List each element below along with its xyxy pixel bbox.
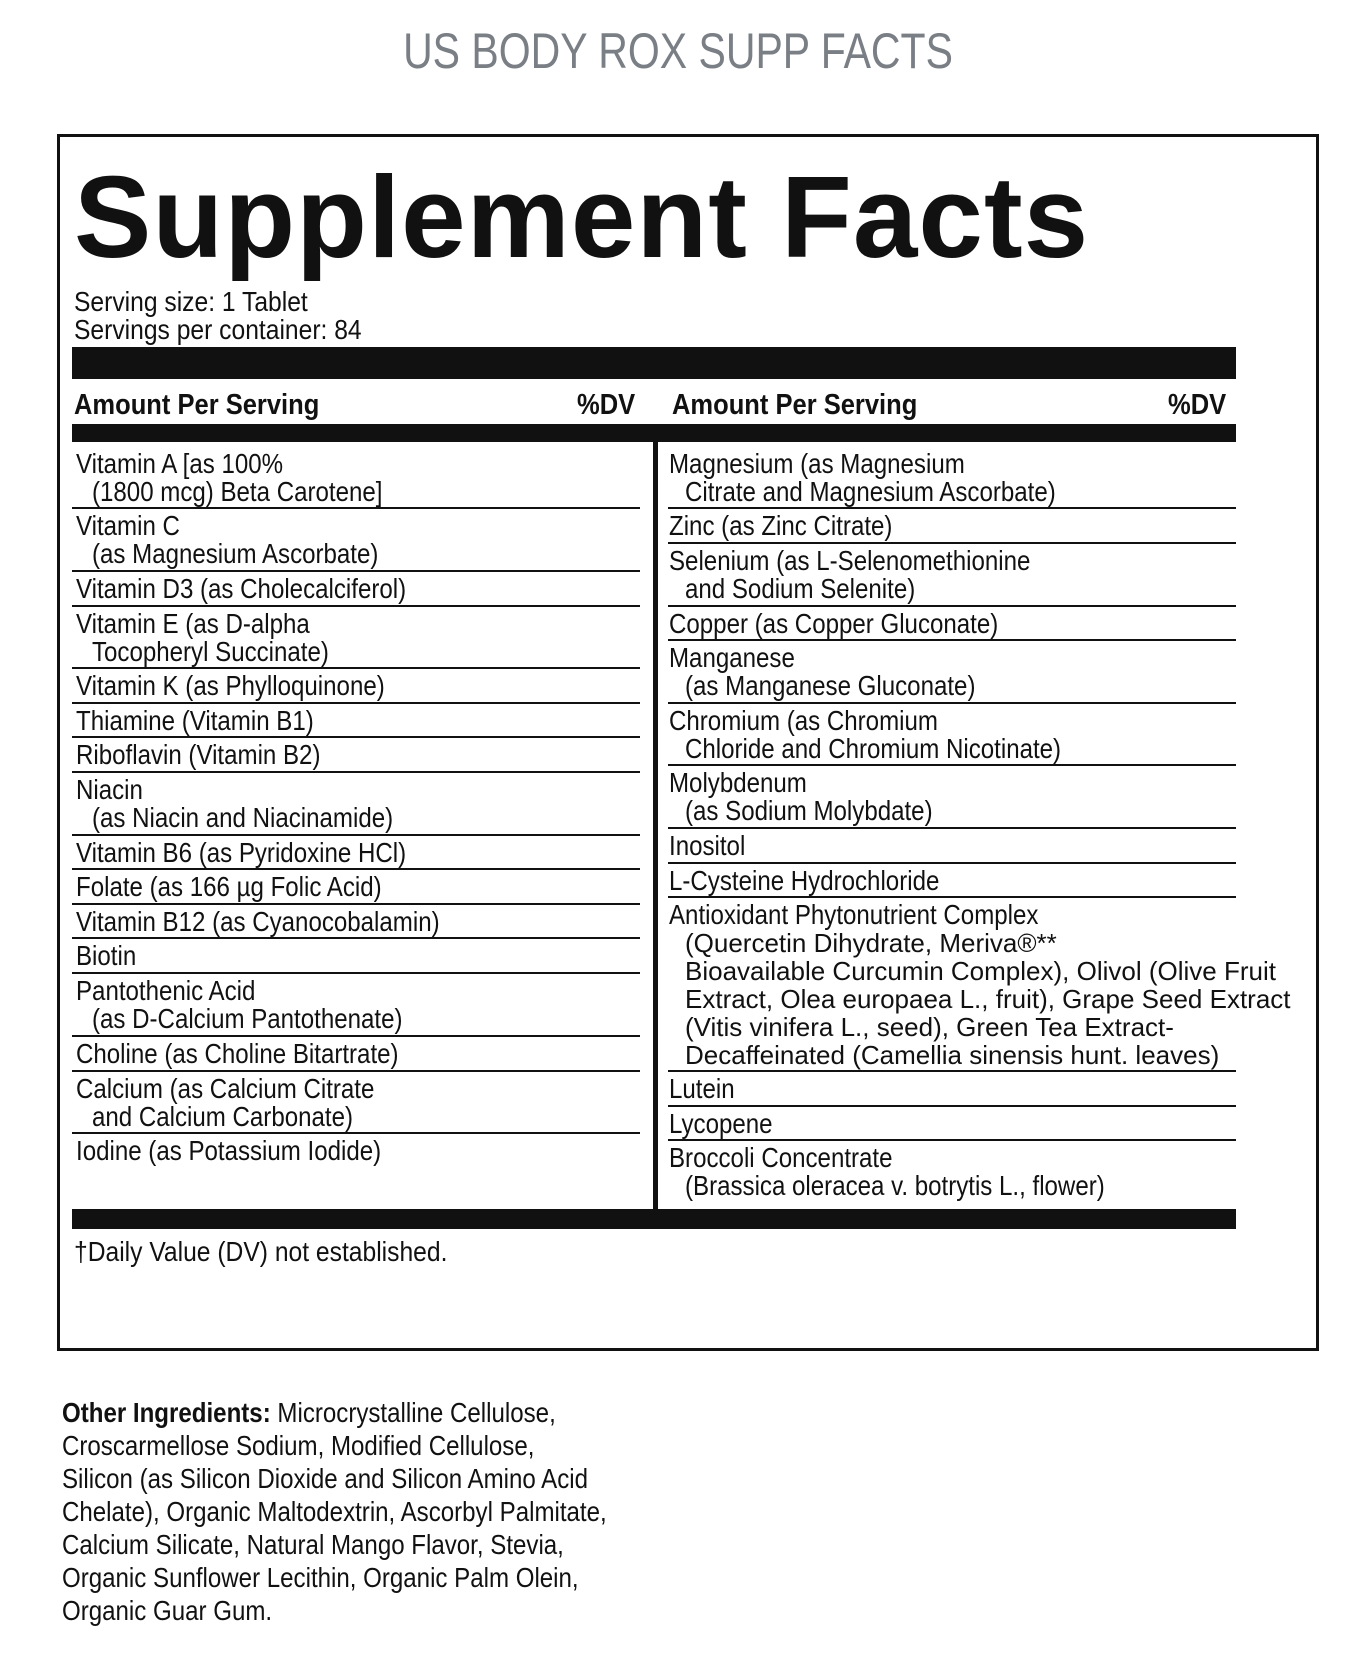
nutrient-name: Biotin [76, 940, 137, 971]
right-row-divider [668, 764, 1236, 766]
right-row-divider [668, 827, 1236, 829]
nutrient-name: Iodine (as Potassium Iodide) [76, 1135, 382, 1166]
nutrient-name: Copper (as Copper Gluconate) [669, 608, 999, 639]
right-amount-header: Amount Per Serving [672, 389, 918, 421]
right-row-divider [668, 542, 1236, 544]
right-row-divider [668, 639, 1236, 641]
other-ingredients-line-5: Organic Sunflower Lecithin, Organic Palm Olein, [62, 1562, 579, 1593]
nutrient-source: Tocopheryl Succinate) [92, 636, 329, 667]
nutrient-name: Chromium (as Chromium [669, 705, 938, 736]
left-row-divider [72, 605, 640, 607]
serving-size: Serving size: 1 Tablet [74, 286, 308, 317]
other-ingredients-line-3: Chelate), Organic Maltodextrin, Ascorbyl Palmitate, [62, 1496, 607, 1527]
left-row-divider [72, 736, 640, 738]
other-ingredients-line-6: Organic Guar Gum. [62, 1595, 273, 1626]
left-row-divider [72, 507, 640, 509]
left-amount-header: Amount Per Serving [74, 389, 320, 421]
other-ingredients-line-4: Calcium Silicate, Natural Mango Flavor, Stevia, [62, 1529, 564, 1560]
nutrient-name: Vitamin A [as 100% [76, 448, 284, 479]
nutrient-name: Lycopene [669, 1108, 773, 1139]
nutrient-source: (as Niacin and Niacinamide) [92, 802, 394, 833]
dv-footnote: †Daily Value (DV) not established. [74, 1236, 448, 1267]
left-row-divider [72, 834, 640, 836]
nutrient-name: L-Cysteine Hydrochloride [669, 865, 940, 896]
nutrient-source: Citrate and Magnesium Ascorbate) [685, 476, 1056, 507]
header-divider [72, 424, 1236, 442]
nutrient-name: Vitamin B12 (as Cyanocobalamin) [76, 906, 440, 937]
other-ingredients-line-1: Croscarmellose Sodium, Modified Cellulose, [62, 1430, 535, 1461]
right-row-divider [668, 507, 1236, 509]
nutrient-source: and Calcium Carbonate) [92, 1101, 354, 1132]
nutrient-source: (1800 mcg) Beta Carotene] [92, 476, 383, 507]
nutrient-name: Inositol [669, 830, 746, 861]
nutrient-name: Riboflavin (Vitamin B2) [76, 739, 321, 770]
servings-per-container: Servings per container: 84 [74, 314, 362, 345]
nutrient-name: Vitamin B6 (as Pyridoxine HCl) [76, 837, 407, 868]
nutrient-name: Lutein [669, 1073, 735, 1104]
nutrient-source: (as Magnesium Ascorbate) [92, 538, 379, 569]
right-row-divider [668, 702, 1236, 704]
nutrient-source: and Sodium Selenite) [685, 573, 916, 604]
other-ingredients-line-0 [62, 1396, 630, 1429]
nutrient-name: Niacin [76, 774, 143, 805]
right-row-divider [668, 1105, 1236, 1107]
right-row-divider [668, 896, 1236, 898]
nutrient-name: Magnesium (as Magnesium [669, 448, 965, 479]
facts-title: Supplement Facts [74, 152, 1090, 282]
other-ingredients [62, 1396, 722, 1627]
nutrient-name: Manganese [669, 642, 795, 673]
nutrient-name: Broccoli Concentrate [669, 1142, 893, 1173]
left-row-divider [72, 570, 640, 572]
left-row-divider [72, 702, 640, 704]
thick-divider-bottom [72, 1209, 1236, 1229]
left-row-divider [72, 667, 640, 669]
other-ingredients-label: Other Ingredients: [62, 1397, 271, 1428]
antioxidant-detail-line: Bioavailable Curcumin Complex), Olivol (Olive Fruit [685, 956, 1276, 986]
nutrient-name: Zinc (as Zinc Citrate) [669, 510, 893, 541]
nutrient-name: Molybdenum [669, 767, 807, 798]
thick-divider-top [72, 347, 1236, 379]
nutrient-source: (Brassica oleracea v. botrytis L., flower) [685, 1170, 1105, 1201]
antioxidant-detail-line: Decaffeinated (Camellia sinensis hunt. leaves) [685, 1040, 1220, 1070]
column-divider [653, 442, 658, 1212]
nutrient-name: Vitamin D3 (as Cholecalciferol) [76, 573, 407, 604]
nutrient-source: (as Manganese Gluconate) [685, 670, 976, 701]
nutrient-name: Pantothenic Acid [76, 975, 256, 1006]
antioxidant-detail-line: Extract, Olea europaea L., fruit), Grape Seed Extract [685, 984, 1291, 1014]
nutrient-name: Folate (as 166 µg Folic Acid) [76, 871, 382, 902]
right-row-divider [668, 1139, 1236, 1141]
nutrient-name: Selenium (as L-Selenomethionine [669, 545, 1031, 576]
nutrient-name: Thiamine (Vitamin B1) [76, 705, 314, 736]
supplement-facts-panel [57, 134, 1319, 1351]
other-ingredients-text: Microcrystalline Cellulose, [270, 1397, 556, 1428]
left-row-divider [72, 903, 640, 905]
left-row-divider [72, 1070, 640, 1072]
nutrient-name: Vitamin K (as Phylloquinone) [76, 670, 385, 701]
nutrient-name: Vitamin C [76, 510, 180, 541]
nutrient-name: Antioxidant Phytonutrient Complex [669, 899, 1039, 930]
left-row-divider [72, 868, 640, 870]
nutrient-name: Calcium (as Calcium Citrate [76, 1073, 375, 1104]
antioxidant-detail-line: (Vitis vinifera L., seed), Green Tea Extract- [685, 1012, 1174, 1042]
left-row-divider [72, 937, 640, 939]
right-row-divider [668, 862, 1236, 864]
nutrient-source: Chloride and Chromium Nicotinate) [685, 733, 1062, 764]
left-row-divider [72, 972, 640, 974]
other-ingredients-line-2: Silicon (as Silicon Dioxide and Silicon Amino Acid [62, 1463, 589, 1494]
left-row-divider [72, 1132, 640, 1134]
right-row-divider [668, 605, 1236, 607]
right-dv-header: %DV [1168, 389, 1227, 421]
nutrient-source: (as D-Calcium Pantothenate) [92, 1003, 403, 1034]
nutrient-source: (as Sodium Molybdate) [685, 795, 933, 826]
left-dv-header: %DV [577, 389, 636, 421]
nutrient-name: Choline (as Choline Bitartrate) [76, 1038, 399, 1069]
left-row-divider [72, 771, 640, 773]
antioxidant-detail-line: (Quercetin Dihydrate, Meriva®** [685, 928, 1057, 958]
left-row-divider [72, 1035, 640, 1037]
page-title: US BODY ROX SUPP FACTS [403, 23, 953, 79]
nutrient-name: Vitamin E (as D-alpha [76, 608, 310, 639]
